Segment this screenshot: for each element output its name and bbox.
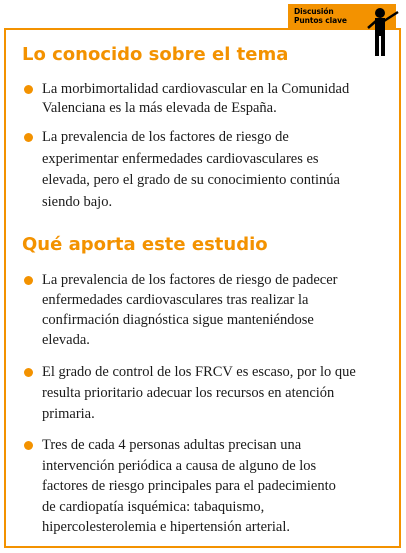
section-title: Qué aporta este estudio bbox=[22, 234, 268, 255]
bullet-text-line: factores de riesgo principales para el padecimiento bbox=[42, 478, 336, 494]
badge-line-2: Puntos clave bbox=[294, 16, 347, 25]
bullet-text-line: hipercolesterolemia e hipertensión arterial. bbox=[42, 519, 291, 535]
bullet-text-line: Valenciana es la más elevada de España. bbox=[42, 100, 277, 116]
presenter-icon bbox=[356, 4, 400, 58]
bullet-text-line: La prevalencia de los factores de riesgo de bbox=[42, 129, 289, 145]
bullet-text-line: La morbimortalidad cardiovascular en la Comunidad bbox=[42, 81, 350, 97]
bullet-text-line: experimentar enfermedades cardiovasculares es bbox=[42, 150, 319, 167]
section-title: Lo conocido sobre el tema bbox=[22, 44, 289, 65]
bullet-text-line: La prevalencia de los factores de riesgo de padecer bbox=[42, 272, 338, 288]
bullet-text-line: siendo bajo. bbox=[42, 193, 113, 210]
bullet-text-line: resulta prioritario adecuar los recursos en atención bbox=[42, 385, 335, 401]
bullet-dot-icon bbox=[24, 85, 33, 94]
bullet-text-line: de cardiopatía isquémica: tabaquismo, bbox=[42, 498, 265, 515]
bullet-text-line: elevada. bbox=[42, 332, 90, 348]
bullet-text-line: confirmación diagnóstica sigue manteniéndose bbox=[42, 312, 314, 328]
bullet-text-line: intervención periódica a causa de alguno de los bbox=[42, 457, 317, 474]
bullet-text-line: Tres de cada 4 personas adultas precisan una bbox=[42, 437, 302, 453]
bullet-text-line: El grado de control de los FRCV es escaso, por lo que bbox=[42, 364, 356, 380]
bullet-text-line: elevada, pero el grado de su conocimiento continúa bbox=[42, 172, 340, 188]
bullet-dot-icon bbox=[24, 133, 33, 142]
bullet-text-line: primaria. bbox=[42, 406, 95, 422]
bullet-dot-icon bbox=[24, 441, 33, 450]
badge-line-1: Discusión bbox=[294, 7, 334, 16]
bullet-text-line: enfermedades cardiovasculares tras realizar la bbox=[42, 292, 309, 308]
bullet-dot-icon bbox=[24, 368, 33, 377]
bullet-dot-icon bbox=[24, 276, 33, 285]
